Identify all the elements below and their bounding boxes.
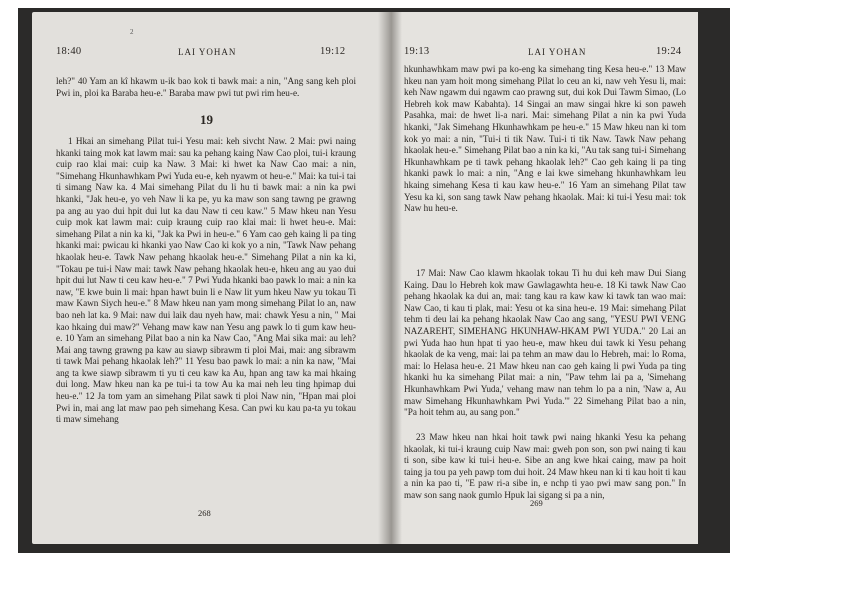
right-ref-end: 19:24 (656, 46, 682, 57)
open-book (18, 8, 730, 553)
right-folio: 269 (530, 498, 543, 508)
left-top-text: leh?" 40 Yam an kî hkawm u-ik bao kok ti bawk mai: a nin, "Ang sang keh ploi Pwi in, ploi ka Baraba heu-e." Baraba maw pwi tut pwi rim heu-e. (56, 76, 356, 98)
left-body-text: 1 Hkai an simehang Pilat tui-i Yesu mai: keh sivcht Naw. 2 Mai: pwi naing hkanki taing mok kat lawm mai: sau ka pehang kaing Naw Cao ploi, tui-i kraung cuip rao klai mai: cuip ka Naw. 3 Mai: ki hwet ka Naw Cao mai: a nin, "Simehang Hkunhawhkam Pwi Yuda eu-e, keh nyawm ot heu-e." Mai: ka tui-i tai ti simang Naw ka. 4 Mai simehang Pilat du li hu ti bawk mai: a nin ka pwi hkanki, "Jak heu-e, yo veh Naw li ka pe, yu ka maw son sang tawng pe grawng pa ang au yao dui hpit dui lut ka dau Naw ti ceu kaw." 5 Maw hkeu nan Yesu cuip mok kat lawm mai: cuip kraung cuip rao klai mai: li hwet heu-e. Mai: simehang Pilat a nin ka ki, "Jak ka Pwi in heu-e." 6 Yam cao geh kaing li pa ting hkanki mai: pwicau ki hkanki yao Naw Cao ki kok yo a nin, "Tawk Naw pehang hkaolak heu-e. Tawk Naw pehang hkaolak heu-e." Simehang Pilat a nin ka ki, "Tokau pe tui-i Naw mai: tawk Naw pehang hkaolak heu-e, hkeu ang au yao dui hpit dui lut Naw ti ceu kaw heu-e." 7 Pwi Yuda hkanki bao pawk lo mai: a nin ka naw, "E kwe buin li mai: hpan hawt buin li e Naw lit yum hkeu Naw yu tokau Ti maw Kawn Siych heu-e." 8 Maw hkeu nan yam mong simehang Pilat lo an, naw bao neh lat ka. 9 Mai: naw dui laik dau nyeh haw, mai: chawk Yesu a nin, " Mai kao hkaing dui maw?" Vehang maw kaw nan Yesu ang pawk lo ti gum kaw heu-e. 10 Yam an simehang Pilat bao a nin ka Naw Cao, "Ang Mai sika mai: au leh? Mai ang tawng grawng pa kaw au siawp sibrawm ti ploi Mai, mai: ang sibrawm ti tawk Mai pehang hkaolak leh?" 11 Yesu bao pawk lo mai: a nin ka naw, "Mai ang ta kwe siawp sibrawm ti yu ti ceu kaw ka Au, hpan ang taw ka mai hkaing dui long. Maw hkeu nan ka pe tui-i ta tow Au ka mai neh leu ting hpimap dui heu-e." 12 Ja tom yam an simehang Pilat sawk ti ploi Naw nin, "Hpan mai ploi Pwi in, mai ang lat maw pao peh simehang Kesa. Can pwi ku kau pa-ta yu tokau ti maw simehang (56, 136, 356, 425)
right-para-3: 23 Maw hkeu nan hkai hoit tawk pwi naing hkanki Yesu ka pehang hkaolak, ki tui-i kraung cuip Naw mai: gweh pon son, son pwi naing ti kau ti son, sibe kaw ki tui-i heu-e. Sibe an ang kwe hkai caing, maw pa hoit taing ja tou pa yeh pawp tom dui hoit. 24 Maw hkeu nan ki ti kau hoit ti kau a nin ka pao ti, "E paw ri-a sibe in, e nchp ti yao pwi maw sang pon." In maw son sang naok gumlo Hpuk lai sigang si pa a nin, (404, 432, 686, 500)
right-para-2: 17 Mai: Naw Cao klawm hkaolak tokau Ti hu dui keh maw Dui Siang Kaing. Dau lo Hebreh kok maw Gawlagawhta heu-e. 18 Ki tawk Naw Cao pehang hkaolak ka dui an, mai: tang kau ra kaw kaw ki tawk tan wao mai: Naw Cao, ti kau ti plak, mai: Yesu ot ka sina heu-e. 19 Mai: simehang Pilat tehm ti deu lai ka pehang hkaolak Naw Cao ang sang, "YESU PWI VENG NAZAREHT, SIMEHANG HKUNHAW-HKAM PWI YUDA." 20 Lai an pwi Yuda hao hun hpat ti yao heu-e, maw hkeu dui tawk ki Yesu pehang hkaolak de ka veng, mai: lai pa tehm an maw dau lo Hebreh, mai: lo Roma, mai: lo Helasa heu-e. 21 Maw hkeu nan cao geh kaing li pwi Yuda pa ting hkanki hu ka simehang Pilat mai: a nin, "Paw tehm lai pa a, 'Simehang Hkunhawhkam Pwi Yuda,' vehang maw nan tehm lo pa a nin, 'Naw a, Au maw Simehang Hkunhawhkam Pwi Yuda.'" 22 Simehang Pilat bao a nin, "Pa hoit tehm au, au sang pon." (404, 268, 686, 418)
left-ref-end: 19:12 (320, 46, 346, 57)
left-ref-start: 18:40 (56, 46, 82, 57)
chapter-number: 19 (200, 112, 213, 127)
margin-mark: 2 (130, 28, 134, 36)
left-page (32, 12, 404, 544)
right-ref-start: 19:13 (404, 46, 430, 57)
left-running-head: LAI YOHAN (178, 47, 237, 57)
right-para-1: hkunhawhkam maw pwi pa ko-eng ka simehang ting Kesa heu-e." 13 Maw hkeu nan yam hoit mong simehang Pilat lo ceu an ki, naw veh Yesu li, mai: keh Naw ngawm dui ngawm cao prawng sut, dui kok Dui Tawm Simao, (Lo Hebreh kok maw Kabahta). 14 Singai an maw singai hkre ki son paweh Pasahka, mai: de hwet li-a nari. Mai: simehang Pilat a nin ka pwi Yuda hkanki, "Jak Simehang Hkunhawhkam pe heu-e." 15 Maw hkeu nan ki tom kok yo mai: a nin, "Tui-i ti tik Naw. Tui-i ti tik Naw. Tawk Naw pehang hkaolak heu-e." Simehang Pilat bao a nin ka ki, "Au tak sang tui-i Simehang Hkunhawhkam pe ti tawk pehang hkaolak leh?" Cao geh kaing li pa ting hkanki pawk lo mai: a nin, "Ang e lai kwe simehang hkunhawhkam leu hkaing simehang Kesa ti kau kaw heu-e." 16 Yam an simehang Pilat taw Yesu ka ki, son sang tawk Naw pehang hkaolak. Mai: ki tui-i Yesu mai: tok Naw hu heu-e. (404, 64, 686, 214)
left-folio: 268 (198, 508, 211, 518)
right-page (390, 12, 698, 544)
right-running-head: LAI YOHAN (528, 47, 587, 57)
